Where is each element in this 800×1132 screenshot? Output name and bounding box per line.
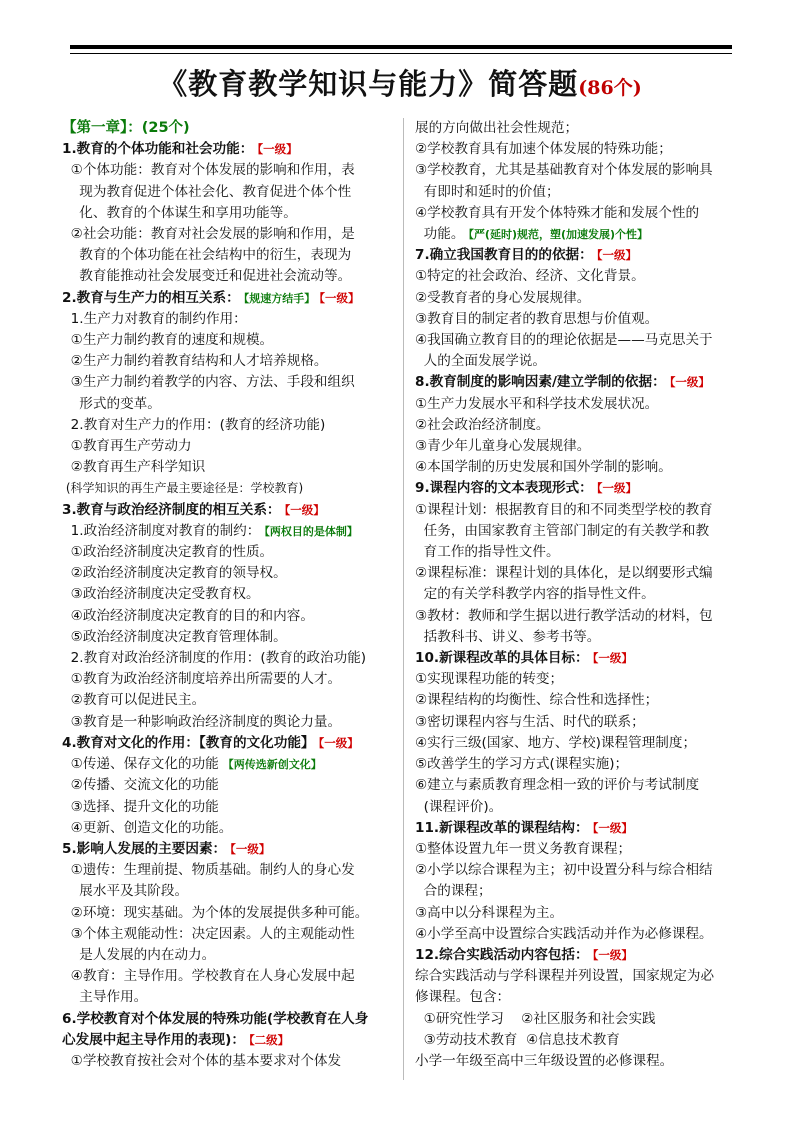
line-text: ③教育目的制定者的教育思想与价值观。 [415, 310, 659, 327]
line-text: ②小学以综合课程为主；初中设置分科与综合相结 [415, 862, 713, 879]
left-line [62, 245, 396, 266]
right-lines [415, 118, 740, 1072]
left-line [62, 1051, 396, 1072]
question-heading: 10.新课程改革的具体目标： [415, 650, 589, 667]
level-tag: 【一级】 [592, 820, 633, 835]
right-line [415, 945, 740, 966]
right-line [415, 606, 740, 627]
right-line [415, 881, 740, 902]
line-text: 1.政治经济制度对教育的制约： [62, 522, 261, 539]
line-text: ④我国确立教育目的的理论依据是——马克思关于 [415, 332, 713, 349]
left-line [62, 309, 396, 330]
right-line [415, 351, 740, 372]
line-text: ②教育可以促进民主。 [62, 692, 206, 709]
question-heading: 心发展中起主导作用的表现)： [62, 1031, 245, 1048]
right-line [415, 415, 740, 436]
left-line [62, 712, 396, 733]
right-line [415, 521, 740, 542]
left-line [62, 563, 396, 584]
line-text: 人的全面发展学说。 [415, 353, 546, 370]
line-text: ①生产力制约教育的速度和规模。 [62, 332, 274, 349]
left-line [62, 818, 396, 839]
header-rule-thick [70, 45, 732, 49]
line-text: 育工作的指导性文件。 [415, 544, 560, 561]
line-text: ①教育为政治经济制度培养出所需要的人才。 [62, 671, 342, 688]
left-line [62, 733, 396, 754]
line-text: ③高中以分科课程为主。 [415, 904, 564, 921]
left-line [62, 606, 396, 627]
level-tag: 【一级】 [230, 841, 271, 856]
level-tag: 【一级】 [284, 502, 325, 517]
line-text: ④实行三级(国家、地方、学校)课程管理制度； [415, 734, 697, 751]
line-text: 任务，由国家教育主管部门制定的有关教学和教 [415, 522, 710, 539]
right-line [415, 457, 740, 478]
left-line [62, 627, 396, 648]
left-line [62, 669, 396, 690]
left-line [62, 224, 396, 245]
left-line [62, 903, 396, 924]
line-text: 1.生产力对教育的制约作用： [62, 310, 247, 327]
line-text: 教育能推动社会发展变迁和促进社会流动等。 [62, 268, 352, 285]
line-text: 展水平及其阶段。 [62, 883, 189, 900]
left-line [62, 436, 396, 457]
left-line [62, 987, 396, 1008]
right-line [415, 648, 740, 669]
mnemonic-tag: 【严(延时)规范，塑(加速发展)个性】 [468, 228, 649, 242]
line-text: 修课程。包含： [415, 989, 511, 1006]
left-line [62, 754, 396, 775]
left-line [62, 330, 396, 351]
left-line [62, 648, 396, 669]
left-line [62, 690, 396, 711]
right-line [415, 563, 740, 584]
left-line [62, 881, 396, 902]
level-tag: 【一级】 [592, 947, 633, 962]
line-text: 小学一年级至高中三年级设置的必修课程。 [415, 1052, 674, 1069]
line-text: ③劳动技术教育 ④信息技术教育 [415, 1031, 620, 1048]
line-text: ①生产力发展水平和科学技术发展状况。 [415, 395, 659, 412]
line-text: ①传递、保存文化的功能 [62, 756, 219, 773]
line-text: ③密切课程内容与生活、时代的联系； [415, 713, 645, 730]
left-line [62, 266, 396, 287]
line-text: (课程评价)。 [415, 798, 503, 815]
right-line [415, 372, 740, 393]
line-text: ②受教育者的身心发展规律。 [415, 289, 591, 306]
left-line [62, 457, 396, 478]
line-text: 教育的个体功能在社会结构中的衍生，表现为 [62, 247, 352, 264]
right-line [415, 797, 740, 818]
right-line [415, 288, 740, 309]
question-heading: 6.学校教育对个体发展的特殊功能(学校教育在人身 [62, 1010, 369, 1027]
right-line [415, 966, 740, 987]
question-heading: 11.新课程改革的课程结构： [415, 819, 589, 836]
line-text: ①实现课程功能的转变； [415, 671, 564, 688]
line-text: 形式的变革。 [62, 395, 161, 412]
line-text: ③学校教育，尤其是基础教育对个体发展的影响具 [415, 162, 713, 179]
line-text: 展的方向做出社会性规范； [415, 120, 579, 136]
column-divider [403, 118, 404, 1080]
right-line [415, 627, 740, 648]
question-heading: 7.确立我国教育目的的依据： [415, 247, 593, 264]
left-line [62, 1030, 396, 1051]
mnemonic-tag: 【两权目的是体制】 [264, 524, 358, 538]
left-line [62, 203, 396, 224]
right-line [415, 118, 740, 139]
right-line [415, 139, 740, 160]
left-line [62, 351, 396, 372]
right-line [415, 1030, 740, 1051]
line-text: 2.教育对政治经济制度的作用：(教育的政治功能) [62, 650, 367, 667]
line-text: ④更新、创造文化的功能。 [62, 819, 233, 836]
line-text: ⑥建立与素质教育理念相一致的评价与考试制度 [415, 777, 700, 794]
line-text: ③政治经济制度决定受教育权。 [62, 586, 260, 603]
right-line [415, 733, 740, 754]
line-text: 化、教育的个体谋生和享用功能等。 [62, 204, 297, 221]
line-text: ④教育：主导作用。学校教育在人身心发展中起 [62, 968, 355, 985]
right-line [415, 754, 740, 775]
question-heading: 5.影响人发展的主要因素： [62, 840, 227, 857]
line-text: ③教材：教师和学生据以进行教学活动的材料，包 [415, 607, 713, 624]
line-text: ①特定的社会政治、经济、文化背景。 [415, 268, 645, 285]
left-line [62, 584, 396, 605]
right-line [415, 394, 740, 415]
line-text: 有即时和延时的价值； [415, 183, 560, 200]
level-tag: 【一级】 [592, 651, 633, 666]
line-text: 括教科书、讲义、参考书等。 [415, 628, 601, 645]
left-line [62, 1009, 396, 1030]
question-heading: 2.教育与生产力的相互关系： [62, 289, 240, 306]
line-text: ②社会功能：教育对社会发展的影响和作用，是 [62, 226, 355, 243]
line-text: ①整体设置九年一贯义务教育课程； [415, 840, 632, 857]
line-text: ③选择、提升文化的功能 [62, 798, 219, 815]
right-column [415, 118, 740, 1072]
line-text: 是人发展的内在动力。 [62, 946, 216, 963]
line-text: ②课程标准：课程计划的具体化，是以纲要形式编 [415, 565, 713, 582]
line-text: ②政治经济制度决定教育的领导权。 [62, 565, 287, 582]
right-line [415, 500, 740, 521]
left-line [62, 945, 396, 966]
left-line [62, 775, 396, 796]
chapter-heading: 【第一章】：(25个) [62, 120, 190, 136]
line-text: ④政治经济制度决定教育的目的和内容。 [62, 607, 314, 624]
question-heading: 8.教育制度的影响因素/建立学制的依据： [415, 374, 666, 391]
right-line [415, 182, 740, 203]
line-text: 合的课程； [415, 883, 492, 900]
right-line [415, 542, 740, 563]
line-text: 主导作用。 [62, 989, 148, 1006]
right-line [415, 203, 740, 224]
left-line [62, 139, 396, 160]
left-lines [62, 139, 396, 1072]
left-line [62, 394, 396, 415]
line-text: ②传播、交流文化的功能 [62, 777, 219, 794]
left-line [62, 839, 396, 860]
right-line [415, 584, 740, 605]
line-text: ①课程计划：根据教育目的和不同类型学校的教育 [415, 501, 713, 518]
right-line [415, 690, 740, 711]
right-line [415, 860, 740, 881]
right-line [415, 309, 740, 330]
right-line [415, 839, 740, 860]
right-line [415, 924, 740, 945]
right-line [415, 775, 740, 796]
line-text: ②社会政治经济制度。 [415, 416, 550, 433]
right-line [415, 987, 740, 1008]
line-text: ①学校教育按社会对个体的基本要求对个体发 [62, 1052, 342, 1069]
title-count: (86个) [578, 77, 642, 99]
left-line [62, 860, 396, 881]
line-text: ①研究性学习 ②社区服务和社会实践 [415, 1010, 656, 1027]
line-text: ②学校教育具有加速个体发展的特殊功能； [415, 141, 672, 158]
right-line [415, 436, 740, 457]
level-tag: 【一级】 [669, 375, 710, 390]
right-line [415, 160, 740, 181]
line-text: ③个体主观能动性：决定因素。人的主观能动性 [62, 925, 355, 942]
left-line [62, 415, 396, 436]
level-tag: 【一级】 [257, 142, 298, 157]
right-line [415, 1051, 740, 1072]
line-text: ①个体功能：教育对个体发展的影响和作用，表 [62, 162, 355, 179]
level-tag: 【一级】 [596, 481, 637, 496]
right-line [415, 245, 740, 266]
right-line [415, 330, 740, 351]
right-line [415, 478, 740, 499]
line-text: ②教育再生产科学知识 [62, 459, 206, 476]
left-line [62, 924, 396, 945]
line-text: ③教育是一种影响政治经济制度的舆论力量。 [62, 713, 342, 730]
left-line [62, 478, 396, 499]
mnemonic-tag: 【两传选新创文化】 [222, 758, 322, 772]
line-text: ②课程结构的均衡性、综合性和选择性； [415, 692, 659, 709]
line-text: ⑤改善学生的学习方式(课程实施)； [415, 756, 629, 773]
left-line [62, 372, 396, 393]
left-line [62, 160, 396, 181]
line-text: 综合实践活动与学科课程并列设置，国家规定为必 [415, 968, 715, 985]
right-line [415, 818, 740, 839]
title-text: 《教育教学知识与能力》简答题 [158, 67, 579, 101]
right-line [415, 1009, 740, 1030]
line-text: ③生产力制约着教学的内容、方法、手段和组织 [62, 374, 355, 391]
line-text: ②生产力制约着教育结构和人才培养规格。 [62, 353, 328, 370]
line-text: ④学校教育具有开发个体特殊才能和发展个性的 [415, 204, 700, 221]
page-title [0, 62, 800, 103]
line-text: ④小学至高中设置综合实践活动并作为必修课程。 [415, 925, 713, 942]
right-line [415, 903, 740, 924]
left-line [62, 288, 396, 309]
line-text: ②环境：现实基础。为个体的发展提供多种可能。 [62, 904, 369, 921]
right-line [415, 266, 740, 287]
mnemonic-tag: 【规速方结手】 [243, 291, 316, 305]
level-tag: 【一级】 [319, 290, 360, 305]
line-text: 定的有关学科教学内容的指导性文件。 [415, 586, 655, 603]
line-text: ①政治经济制度决定教育的性质。 [62, 544, 274, 561]
line-text: 现为教育促进个体社会化、教育促进个体个性 [62, 183, 352, 200]
left-line [62, 182, 396, 203]
level-tag: 【一级】 [596, 248, 637, 263]
left-line [62, 500, 396, 521]
question-heading: 3.教育与政治经济制度的相互关系： [62, 501, 281, 518]
left-line [62, 542, 396, 563]
level-tag: 【二级】 [248, 1032, 290, 1047]
question-heading: 4.教育对文化的作用：【教育的文化功能】 [62, 734, 315, 751]
line-text: ①遗传：生理前提、物质基础。制约人的身心发 [62, 862, 355, 879]
line-text: 功能。 [415, 226, 465, 243]
left-line [62, 966, 396, 987]
question-heading: 9.课程内容的文本表现形式： [415, 480, 593, 497]
line-text: ①教育再生产劳动力 [62, 438, 192, 455]
left-line [62, 797, 396, 818]
left-column [62, 118, 396, 1072]
line-text: (科学知识的再生产最主要途径是：学校教育) [62, 481, 304, 496]
right-line [415, 224, 740, 245]
right-line [415, 669, 740, 690]
question-heading: 1.教育的个体功能和社会功能： [62, 141, 254, 158]
left-line [62, 521, 396, 542]
question-heading: 12.综合实践活动内容包括： [415, 946, 589, 963]
level-tag: 【一级】 [318, 735, 359, 750]
line-text: ⑤政治经济制度决定教育管理体制。 [62, 628, 287, 645]
line-text: 2.教育对生产力的作用：(教育的经济功能) [62, 416, 326, 433]
right-line [415, 712, 740, 733]
header-rule-thin [70, 53, 732, 54]
line-text: ③青少年儿童身心发展规律。 [415, 438, 591, 455]
line-text: ④本国学制的历史发展和国外学制的影响。 [415, 459, 672, 476]
